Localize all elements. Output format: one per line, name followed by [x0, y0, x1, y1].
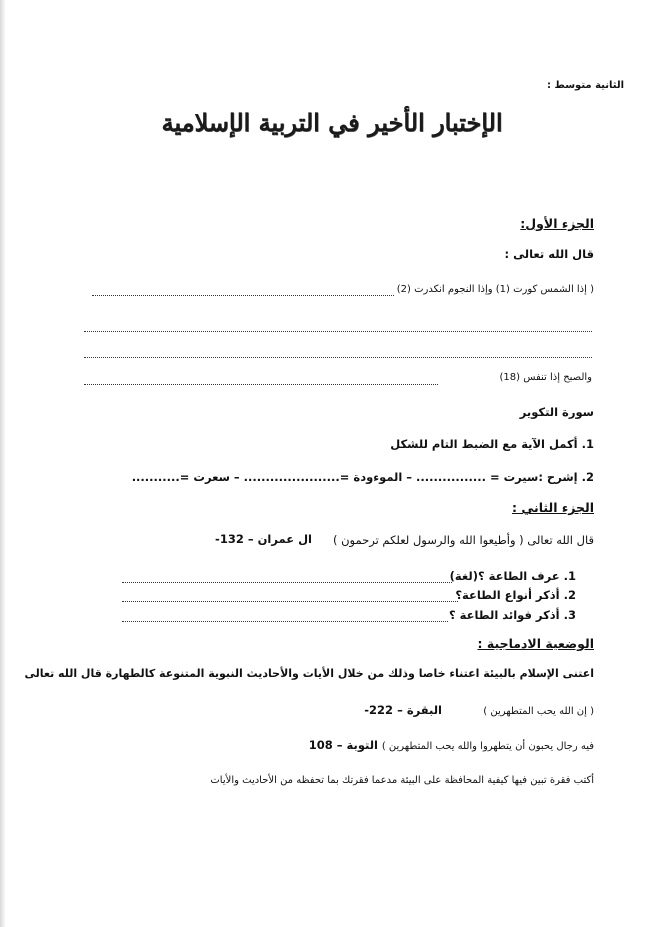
situation-verse-1: ( إن الله يحب المتطهرين ): [483, 706, 594, 717]
part1-verse-start: ( إذا الشمس كورت (1) وإذا النجوم انكدرت (2): [396, 284, 594, 295]
part1-verse-end: والصبح إذا تنفس (18): [499, 372, 592, 383]
situation-verse-2: فيه رجال يحبون أن يتطهروا والله يحب المتطهرين ): [381, 741, 594, 752]
part1-question-2: [132, 470, 594, 484]
exam-title: الإختبار الأخير في التربية الإسلامية: [161, 108, 503, 137]
situation-verse-2-reference: التوبة – 108: [308, 738, 378, 752]
class-level-label: الثانية متوسط :: [547, 80, 624, 91]
part2-question-1: 1. عرف الطاعة ؟(لغة): [449, 569, 576, 583]
answer-line: [122, 601, 458, 602]
situation-verse-1-reference: البقرة – 222-: [364, 703, 442, 717]
part2-question-3: 3. أذكر فوائد الطاعة ؟: [448, 608, 576, 622]
part2-verse: قال الله تعالى ( وأطيعوا الله والرسول لعلكم ترحمون ): [332, 533, 594, 547]
answer-line: [84, 331, 592, 332]
page-edge-shadow: [0, 0, 6, 927]
part2-question-2: 2. أذكر أنواع الطاعة؟: [455, 588, 576, 602]
q2-label: 2. إشرح :: [538, 470, 594, 484]
part2-heading: الجزء الثاني :: [512, 500, 594, 515]
answer-line: [122, 621, 448, 622]
situation-heading: الوضعية الادماجية :: [477, 636, 594, 651]
surah-name: سورة التكوير: [519, 405, 594, 419]
q2-items: سيرت = ................ – الموءودة =...................... – سعرت =...........: [131, 470, 539, 484]
situation-text: اعتنى الإسلام بالبيئة اعتناء خاصا وذلك من خلال الأيات والأحاديث النبوية المتنوعة كالطهارة قال الله تعالى: [24, 667, 594, 680]
answer-line: [84, 357, 592, 358]
answer-line: [122, 582, 452, 583]
part1-heading: الجزء الأول:: [520, 216, 594, 231]
part1-intro: قال الله تعالى :: [504, 247, 594, 261]
part2-verse-reference: ال عمران – 132-: [215, 532, 312, 546]
answer-line: [84, 384, 438, 385]
part1-question-1: 1. أكمل الآية مع الضبط التام للشكل: [390, 437, 594, 451]
answer-line: [92, 295, 394, 296]
situation-task: أكتب فقرة تبين فيها كيفية المحافظة على البيئة مدعما فقرتك بما تحفظه من الأحاديث والأيات: [210, 775, 594, 786]
